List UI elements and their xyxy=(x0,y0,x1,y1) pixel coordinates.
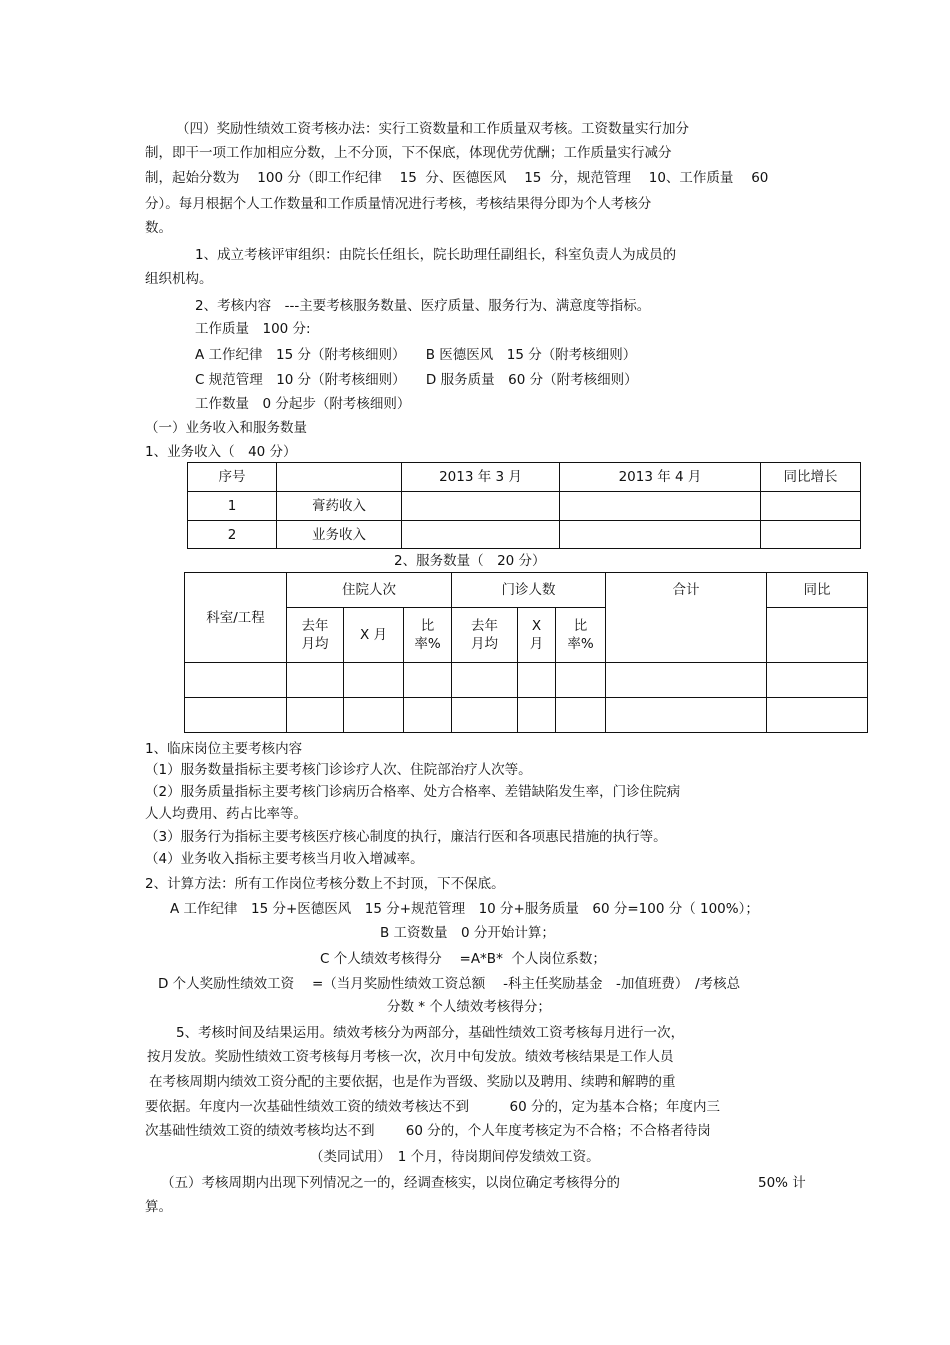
table-cell xyxy=(402,492,560,521)
para-line: 数。 xyxy=(145,220,172,236)
table-cell xyxy=(344,698,404,733)
para-line: 次基础性绩效工资的绩效考核均达不到 60 分的，个人年度考核定为不合格；不合格者待岗 xyxy=(145,1123,711,1139)
para-line: （四）奖励性绩效工资考核办法：实行工资数量和工作质量双考核。工资数量实行加分 xyxy=(176,121,689,137)
para-line: 算。 xyxy=(145,1199,172,1215)
table-cell xyxy=(344,663,404,698)
table-cell xyxy=(185,663,287,698)
para-line: 1、成立考核评审组织：由院长任组长，院长助理任副组长，科室负责人为成员的 xyxy=(195,247,677,263)
table-cell xyxy=(452,663,518,698)
group-header-total: 合计 xyxy=(606,573,767,663)
table-row xyxy=(185,663,868,698)
group-header-inpatient: 住院人次 xyxy=(287,573,452,608)
formula-line: A 工作纪律 15 分+医德医风 15 分+规范管理 10 分+服务质量 60 分=100 分（ 100%）； xyxy=(170,901,759,917)
para-line: 在考核周期内绩效工资分配的主要依据，也是作为晋级、奖励以及聘用、续聘和解聘的重 xyxy=(149,1074,676,1090)
table-cell xyxy=(185,698,287,733)
table-header: 2013 年 4 月 xyxy=(560,463,761,492)
para-line: （3）服务行为指标主要考核医疗核心制度的执行，廉洁行医和各项惠民措施的执行等。 xyxy=(145,829,667,845)
subheader-cell: X 月 xyxy=(518,608,556,663)
para-line: A 工作纪律 15 分（附考核细则） B 医德医风 15 分（附考核细则） xyxy=(195,347,637,363)
subheader-cell: 去年 月均 xyxy=(287,608,344,663)
table-cell xyxy=(287,663,344,698)
table-cell xyxy=(767,698,868,733)
table-cell xyxy=(404,663,452,698)
group-header-outpatient: 门诊人数 xyxy=(452,573,606,608)
para-line: 1、临床岗位主要考核内容 xyxy=(145,741,303,757)
para-line: （2）服务质量指标主要考核门诊病历合格率、处方合格率、差错缺陷发生率，门诊住院病 xyxy=(145,784,681,800)
formula-line: 分数 * 个人绩效考核得分； xyxy=(387,999,551,1015)
table-cell xyxy=(560,492,761,521)
para-line: 2、计算方法：所有工作岗位考核分数上不封顶，下不保底。 xyxy=(145,876,505,892)
formula-line: B 工资数量 0 分开始计算； xyxy=(380,925,555,941)
income-table xyxy=(187,462,861,549)
table-cell xyxy=(606,698,767,733)
table-cell xyxy=(606,663,767,698)
table-header-row xyxy=(185,573,868,608)
para-line: 要依据。年度内一次基础性绩效工资的绩效考核达不到 60 分的，定为基本合格；年度内三 xyxy=(145,1099,720,1115)
subheader-cell: X 月 xyxy=(344,608,404,663)
table-cell xyxy=(556,698,606,733)
table-row xyxy=(188,492,861,521)
table-cell xyxy=(767,608,868,663)
table-cell xyxy=(767,663,868,698)
service-table xyxy=(184,572,868,733)
para-line: 工作数量 0 分起步（附考核细则） xyxy=(195,396,411,412)
group-header-yoy: 同比 xyxy=(767,573,868,608)
table-cell: 2 xyxy=(188,521,277,549)
table-header xyxy=(277,463,402,492)
table-header: 2013 年 3 月 xyxy=(402,463,560,492)
para-line: 人人均费用、药占比率等。 xyxy=(145,806,307,822)
table-cell xyxy=(556,663,606,698)
table-cell xyxy=(518,698,556,733)
table-cell xyxy=(761,492,861,521)
table-cell xyxy=(404,698,452,733)
para-line: （一）业务收入和服务数量 xyxy=(145,420,307,436)
formula-line: D 个人奖励性绩效工资 =（当月奖励性绩效工资总额 -科主任奖励基金 -加值班费） /考核总 xyxy=(158,976,741,992)
subheader-cell: 比 率% xyxy=(404,608,452,663)
para-line: 1、业务收入（ 40 分） xyxy=(145,444,297,460)
para-line: 按月发放。奖励性绩效工资考核每月考核一次，次月中旬发放。绩效考核结果是工作人员 xyxy=(147,1049,674,1065)
table-cell: 膏药收入 xyxy=(277,492,402,521)
table-row xyxy=(188,521,861,549)
para-line: （1）服务数量指标主要考核门诊诊疗人次、住院部治疗人次等。 xyxy=(145,762,532,778)
formula-line: C 个人绩效考核得分 =A*B* 个人岗位系数； xyxy=(320,951,606,967)
table-cell: 业务收入 xyxy=(277,521,402,549)
para-line: 2、考核内容 ---主要考核服务数量、医疗质量、服务行为、满意度等指标。 xyxy=(195,298,651,314)
para-line: 制，即干一项工作加相应分数，上不分顶，下不保底，体现优劳优酬；工作质量实行减分 xyxy=(145,145,672,161)
table-cell xyxy=(402,521,560,549)
table-cell xyxy=(560,521,761,549)
para-line: 工作质量 100 分: xyxy=(195,321,311,337)
para-line: （4）业务收入指标主要考核当月收入增减率。 xyxy=(145,851,424,867)
para-line: 50% 计 xyxy=(758,1175,806,1191)
table-header-row xyxy=(188,463,861,492)
table-header: 同比增长 xyxy=(761,463,861,492)
para-line: 分）。每月根据个人工作数量和工作质量情况进行考核，考核结果得分即为个人考核分 xyxy=(145,196,652,212)
table-header: 序号 xyxy=(188,463,277,492)
table-cell xyxy=(452,698,518,733)
table-cell xyxy=(287,698,344,733)
row-label-header: 科室/工程 xyxy=(185,573,287,663)
para-line: 5、考核时间及结果运用。绩效考核分为两部分，基础性绩效工资考核每月进行一次， xyxy=(176,1025,685,1041)
subheader-cell: 比 率% xyxy=(556,608,606,663)
table-cell xyxy=(761,521,861,549)
subheader-cell: 去年 月均 xyxy=(452,608,518,663)
para-line: C 规范管理 10 分（附考核细则） D 服务质量 60 分（附考核细则） xyxy=(195,372,638,388)
table-row xyxy=(185,698,868,733)
table-title: 2、服务数量（ 20 分） xyxy=(394,553,546,569)
para-line: （五）考核周期内出现下列情况之一的，经调查核实，以岗位确定考核得分的 xyxy=(161,1175,620,1191)
table-cell: 1 xyxy=(188,492,277,521)
para-line: 组织机构。 xyxy=(145,271,213,287)
para-line: （类同试用） 1 个月，待岗期间停发绩效工资。 xyxy=(310,1149,600,1165)
table-cell xyxy=(518,663,556,698)
para-line: 制，起始分数为 100 分（即工作纪律 15 分、医德医风 15 分，规范管理 10、工作质量 60 xyxy=(145,170,769,186)
